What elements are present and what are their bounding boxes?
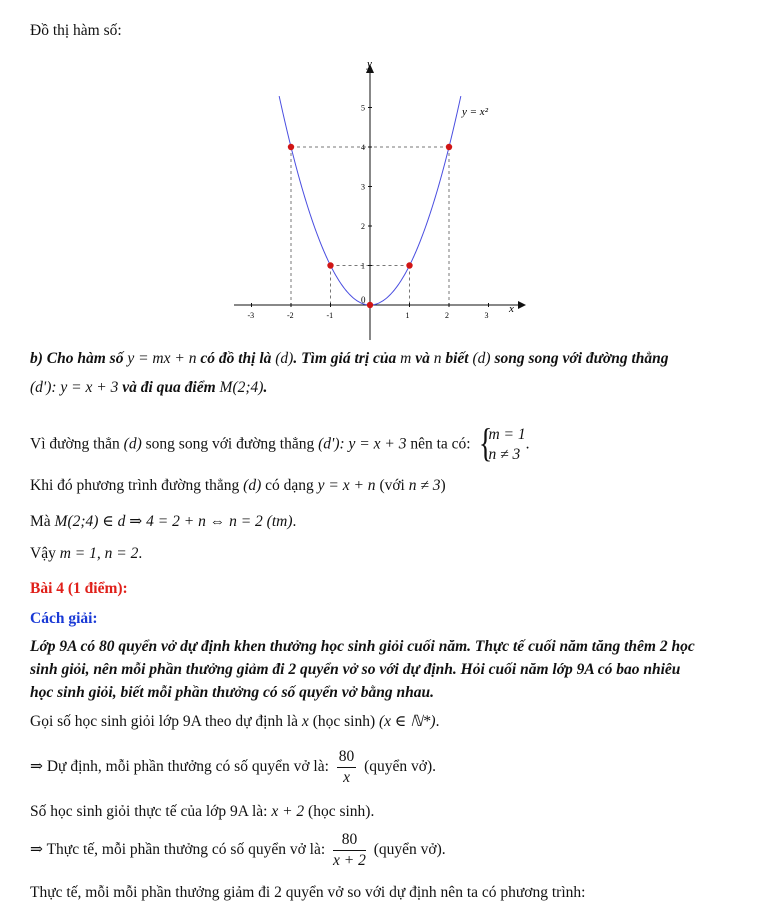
problem-line2: sinh giỏi, nên mỗi phần thưởng giảm đi 2 quyển vở so với dự định. Hỏi cuối năm lớp 9A có bao nhiêu xyxy=(30,661,681,678)
x-tick-label: -1 xyxy=(326,311,334,320)
y-tick-label: 5 xyxy=(361,103,365,113)
heading: Đồ thị hàm số: xyxy=(30,22,122,39)
cach-giai-label: Cách giải: xyxy=(30,610,98,627)
x-axis-arrow xyxy=(518,301,526,309)
part-b-line1: b) Cho hàm số y = mx + n có đồ thị là (d). Tìm giá trị của m và n biết (d) song song với đường thẳng xyxy=(30,350,669,367)
given-line4: ⇒ Thực tế, mỗi phần thưởng có số quyển vở là: $\frac{80}{x + 2}$ (quyển vở). xyxy=(30,831,446,869)
y-tick-label: 1 xyxy=(361,261,365,271)
graph-point xyxy=(327,262,333,268)
function-label: y = x² xyxy=(462,106,488,118)
graph-point xyxy=(367,302,373,308)
fraction-80-over-x-plus-2: $\frac{80}{x + 2}$ xyxy=(333,831,366,869)
origin-label: 0 xyxy=(361,295,366,305)
x-tick-label: -2 xyxy=(287,311,294,320)
y-axis-label: y xyxy=(367,58,372,70)
equation-system: { m = 1 n ≠ 3 xyxy=(478,425,525,465)
given-line3: Số học sinh giỏi thực tế của lớp 9A là: x + 2 (học sinh). xyxy=(30,803,375,820)
problem-line3: học sinh giỏi, biết mỗi phần thưởng có số quyển vở bằng nhau. xyxy=(30,684,435,701)
x-tick-label: 3 xyxy=(484,311,489,320)
y-tick-label: 3 xyxy=(361,182,365,192)
axis-ticks xyxy=(248,104,489,321)
fraction-80-over-x: $\frac{80}{x}$ xyxy=(338,748,355,786)
part-b-line2: (d'): y = x + 3 và đi qua điểm M(2;4). xyxy=(30,379,268,396)
given-line1: Gọi số học sinh giỏi lớp 9A theo dự định là x (học sinh) (x ∈ ℕ*). xyxy=(30,713,440,730)
graph-point xyxy=(446,144,452,150)
bai4-title: Bài 4 (1 điểm): xyxy=(30,580,128,597)
graph-point xyxy=(406,262,412,268)
y-tick-label: 2 xyxy=(361,222,365,231)
given-line2: ⇒ Dự định, mỗi phần thưởng có số quyển vở là: $\frac{80}{x}$ (quyển vở). xyxy=(30,748,437,786)
solution-line1: Vì đường thẳn (d) song song với đường thẳng (d'): y = x + 3 nên ta có: { m = 1 n ≠ 3 . xyxy=(30,425,530,465)
graph-point xyxy=(288,144,294,150)
x-tick-label: 2 xyxy=(445,311,449,320)
y-tick-label: 4 xyxy=(361,143,365,152)
solution-line4: Vậy m = 1, n = 2. xyxy=(30,545,143,562)
problem-line1: Lớp 9A có 80 quyển vở dự định khen thưởng học sinh giỏi cuối năm. Thực tế cuối năm tăng thêm 2 học xyxy=(30,638,695,655)
x-tick-label: 1 xyxy=(405,311,410,320)
x-axis-label: x xyxy=(509,303,514,315)
given-line5: Thực tế, mỗi mỗi phần thưởng giảm đi 2 quyển vở so với dự định nên ta có phương trình: xyxy=(30,884,586,901)
parabola-graph xyxy=(230,55,530,345)
x-tick-label: -3 xyxy=(247,311,255,320)
solution-line2: Khi đó phương trình đường thẳng (d) có dạng y = x + n (với n ≠ 3) xyxy=(30,477,446,494)
solution-line3: Mà M(2;4) ∈ d ⇒ 4 = 2 + n ⇔ n = 2 (tm). xyxy=(30,513,297,530)
